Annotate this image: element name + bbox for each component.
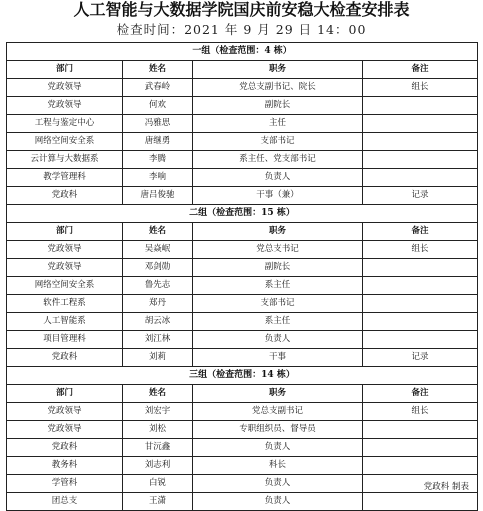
department-cell: 工程与鉴定中心 — [7, 115, 123, 133]
department-cell: 项目管理科 — [7, 331, 123, 349]
column-header: 备注 — [363, 385, 478, 403]
remark-cell — [363, 259, 478, 277]
name-cell: 刘志利 — [123, 457, 193, 475]
name-cell: 郑丹 — [123, 295, 193, 313]
department-cell: 教务科 — [7, 457, 123, 475]
position-cell: 系主任、党支部书记 — [193, 151, 363, 169]
remark-cell — [363, 97, 478, 115]
remark-cell — [363, 277, 478, 295]
table-row — [7, 349, 478, 367]
column-header: 部门 — [7, 385, 123, 403]
department-cell: 网络空间安全系 — [7, 277, 123, 295]
department-cell: 党政科 — [7, 439, 123, 457]
position-cell: 党总支书记 — [193, 241, 363, 259]
position-cell: 专职组织员、督导员 — [193, 421, 363, 439]
department-cell: 党政领导 — [7, 97, 123, 115]
name-cell: 白锐 — [123, 475, 193, 493]
name-cell: 王潇 — [123, 493, 193, 511]
position-cell: 党总支副书记、院长 — [193, 79, 363, 97]
name-cell: 李腾 — [123, 151, 193, 169]
department-cell: 党政领导 — [7, 421, 123, 439]
name-cell: 邓剑勋 — [123, 259, 193, 277]
remark-cell — [363, 439, 478, 457]
table-row — [7, 421, 478, 439]
inspection-time: 检查时间：2021 年 9 月 29 日 14：00 — [116, 22, 367, 37]
remark-cell — [363, 133, 478, 151]
position-cell: 干事（兼） — [193, 187, 363, 205]
column-header: 姓名 — [123, 223, 193, 241]
name-cell: 刘松 — [123, 421, 193, 439]
table-row — [7, 439, 478, 457]
table-row — [7, 313, 478, 331]
position-cell: 系主任 — [193, 277, 363, 295]
remark-cell: 组长 — [363, 403, 478, 421]
remark-cell: 组长 — [363, 241, 478, 259]
remark-cell — [363, 151, 478, 169]
table-row — [7, 169, 478, 187]
column-header: 职务 — [193, 223, 363, 241]
schedule-table — [6, 42, 478, 511]
column-header: 职务 — [193, 385, 363, 403]
position-cell: 副院长 — [193, 259, 363, 277]
department-cell: 党政领导 — [7, 241, 123, 259]
name-cell: 刘江林 — [123, 331, 193, 349]
table-row — [7, 403, 478, 421]
name-cell: 刘莉 — [123, 349, 193, 367]
department-cell: 学管科 — [7, 475, 123, 493]
department-cell: 党政领导 — [7, 259, 123, 277]
position-cell: 负责人 — [193, 493, 363, 511]
column-header: 部门 — [7, 223, 123, 241]
remark-cell — [363, 493, 478, 511]
department-cell: 党政领导 — [7, 79, 123, 97]
department-cell: 人工智能系 — [7, 313, 123, 331]
table-row — [7, 187, 478, 205]
name-cell: 唐继勇 — [123, 133, 193, 151]
name-cell: 吴焱岷 — [123, 241, 193, 259]
name-cell: 刘宏宇 — [123, 403, 193, 421]
department-cell: 党政科 — [7, 349, 123, 367]
table-row — [7, 115, 478, 133]
name-cell: 鲁先志 — [123, 277, 193, 295]
column-header-row — [7, 61, 478, 79]
group-header: 一组（检查范围：4 栋） — [7, 43, 478, 61]
table-row — [7, 475, 478, 493]
remark-cell — [363, 295, 478, 313]
name-cell: 唐吕俊驰 — [123, 187, 193, 205]
name-cell: 李响 — [123, 169, 193, 187]
position-cell: 主任 — [193, 115, 363, 133]
column-header: 备注 — [363, 223, 478, 241]
position-cell: 系主任 — [193, 313, 363, 331]
group-header-row — [7, 43, 478, 61]
table-row — [7, 151, 478, 169]
position-cell: 支部书记 — [193, 133, 363, 151]
table-row — [7, 133, 478, 151]
department-cell: 教学管理科 — [7, 169, 123, 187]
group-header: 三组（检查范围：14 栋） — [7, 367, 478, 385]
name-cell: 冯雅思 — [123, 115, 193, 133]
table-row — [7, 493, 478, 511]
remark-cell — [363, 457, 478, 475]
table-row — [7, 259, 478, 277]
remark-cell — [363, 169, 478, 187]
name-cell: 武春岭 — [123, 79, 193, 97]
position-cell: 负责人 — [193, 331, 363, 349]
name-cell: 甘沅鑫 — [123, 439, 193, 457]
remark-cell: 记录 — [363, 349, 478, 367]
table-row — [7, 295, 478, 313]
table-row — [7, 457, 478, 475]
department-cell: 党政领导 — [7, 403, 123, 421]
name-cell: 胡云冰 — [123, 313, 193, 331]
remark-cell — [363, 313, 478, 331]
column-header: 部门 — [7, 61, 123, 79]
table-row — [7, 277, 478, 295]
column-header-row — [7, 223, 478, 241]
table-row — [7, 97, 478, 115]
position-cell: 党总支副书记 — [193, 403, 363, 421]
table-row — [7, 241, 478, 259]
group-header-row — [7, 205, 478, 223]
document-title: 人工智能与大数据学院国庆前安稳大检查安排表 — [73, 0, 410, 19]
position-cell: 负责人 — [193, 439, 363, 457]
remark-cell: 组长 — [363, 79, 478, 97]
department-cell: 云计算与大数据系 — [7, 151, 123, 169]
table-row — [7, 331, 478, 349]
position-cell: 负责人 — [193, 475, 363, 493]
column-header: 姓名 — [123, 385, 193, 403]
column-header: 职务 — [193, 61, 363, 79]
remark-cell — [363, 115, 478, 133]
position-cell: 科长 — [193, 457, 363, 475]
position-cell: 干事 — [193, 349, 363, 367]
remark-cell — [363, 421, 478, 439]
position-cell: 支部书记 — [193, 295, 363, 313]
department-cell: 党政科 — [7, 187, 123, 205]
department-cell: 团总支 — [7, 493, 123, 511]
table-row — [7, 79, 478, 97]
group-header-row — [7, 367, 478, 385]
department-cell: 网络空间安全系 — [7, 133, 123, 151]
name-cell: 何欢 — [123, 97, 193, 115]
group-header: 二组（检查范围：15 栋） — [7, 205, 478, 223]
department-cell: 软件工程系 — [7, 295, 123, 313]
table-maker-note: 党政科 制表 — [423, 482, 469, 492]
remark-cell — [363, 331, 478, 349]
column-header-row — [7, 385, 478, 403]
column-header: 备注 — [363, 61, 478, 79]
position-cell: 副院长 — [193, 97, 363, 115]
remark-cell: 记录 — [363, 187, 478, 205]
position-cell: 负责人 — [193, 169, 363, 187]
column-header: 姓名 — [123, 61, 193, 79]
